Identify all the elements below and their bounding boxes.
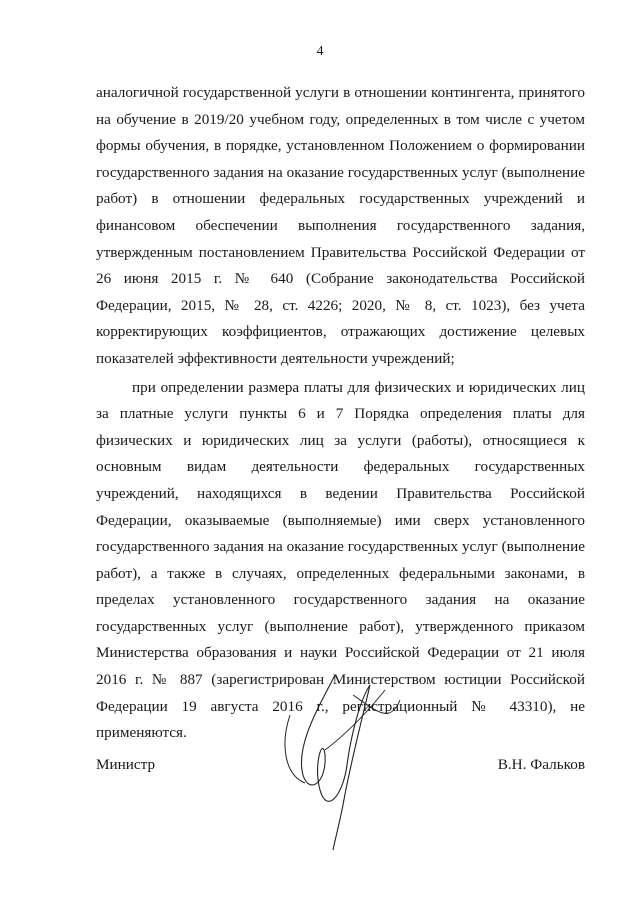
signer-name: В.Н. Фальков [497, 756, 585, 773]
signer-position: Министр [96, 756, 156, 773]
handwritten-signature [265, 655, 415, 855]
document-body [96, 80, 585, 747]
paragraph-fee-rules: при определении размера платы для физических и юридических лиц за платные услуги пункты 6 и 7 Порядка определения платы для физических и юридических лиц за услуги (работы), относящиеся к основным видам деятельности федеральных государственных учреждений, находящихся в ведении Правительства Российской Федерации, оказываемые (выполняемые) ими сверх установленного государственного задания на оказание государственных услуг (выполнение работ), а также в случаях, определенных федеральными законами, в пределах установленного государственного задания на оказание государственных услуг (выполнение работ), утвержденного приказом Министерства образования и науки Российской Федерации от 21 июля 2016 г. № 887 (зарегистрирован Министерством юстиции Российской Федерации 19 августа 2016 г., регистрационный № 43310), не применяются. [96, 378, 585, 742]
paragraph-continuation: аналогичной государственной услуги в отношении контингента, принятого на обучение в 2019/20 учебном году, определенных в том числе с учетом формы обучения, в порядке, установленном Положением о формировании государственного задания на оказание государственных услуг (выполнение работ) в отношении федеральных государственных учреждений и финансовом обеспечении выполнения государственного задания, утвержденным постановлением Правительства Российской Федерации от 26 июня 2015 г. № 640 (Собрание законодательства Российской Федерации, 2015, № 28, ст. 4226; 2020, № 8, ст. 1023), без учета корректирующих коэффициентов, отражающих достижение целевых показателей эффективности деятельности учреждений; [96, 84, 585, 367]
page-number: 4 [316, 44, 324, 59]
